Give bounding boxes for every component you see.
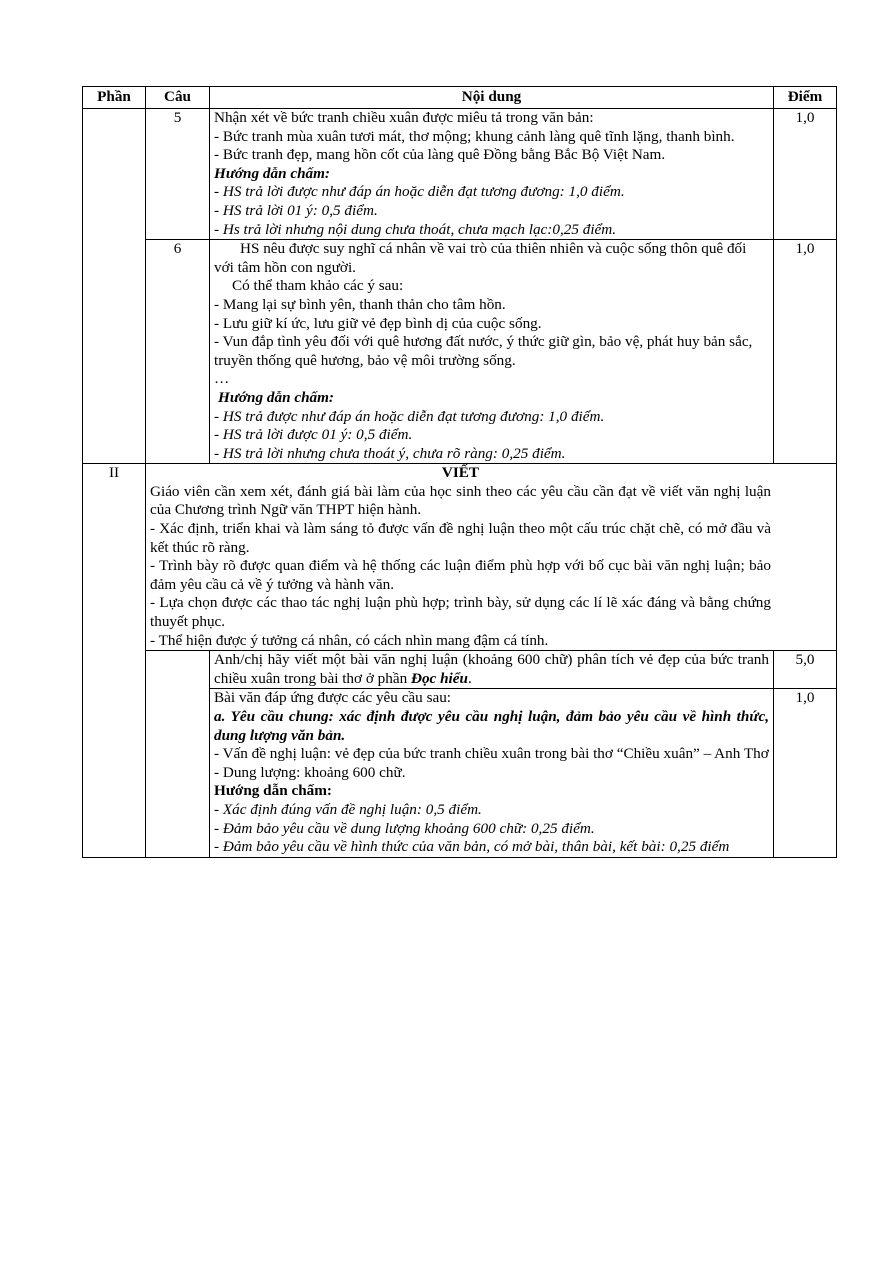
req-line: - Vấn đề nghị luận: vẻ đẹp của bức tranh chiều xuân trong bài thơ “Chiều xuân” – Anh Thơ: [214, 745, 769, 763]
part-2-title: VIẾT: [441, 464, 480, 482]
writing-task-prompt: [210, 651, 774, 689]
q5-guide-line: - HS trả lời được như đáp án hoặc diễn đạt tương đương: 1,0 điểm.: [214, 183, 625, 201]
question-5-row: [83, 109, 837, 240]
q6-line: - Vun đắp tình yêu đối với quê hương đất nước, ý thức giữ gìn, bảo vệ, phát huy bản sắc, truyền thống quê hương, bảo vệ môi trường sống.: [214, 333, 753, 369]
header-question: Câu: [146, 87, 210, 109]
header-row: [83, 87, 837, 109]
part-2-guidance: [146, 464, 837, 651]
question-6-content: [210, 240, 774, 464]
q5-guide-title: Hướng dẫn chấm:: [214, 164, 330, 182]
req-guide-line: - Xác định đúng vấn đề nghị luận: 0,5 điểm.: [214, 800, 482, 818]
q6-intro: HS nêu được suy nghĩ cá nhân về vai trò của thiên nhiên và cuộc sống thôn quê đối với tâm hồn con người.: [214, 240, 747, 276]
q5-line: - Bức tranh mùa xuân tươi mát, thơ mộng; khung cảnh làng quê tĩnh lặng, thanh bình.: [214, 127, 735, 145]
grading-table: [82, 86, 837, 858]
q6-guide-title: Hướng dẫn chấm:: [218, 388, 334, 406]
writing-requirements: [210, 689, 774, 857]
req-a: a. Yêu cầu chung: xác định được yêu cầu nghị luận, đảm bảo yêu cầu về hình thức, dung lượng văn bản.: [214, 708, 769, 744]
q6-guide-line: - HS trả lời được 01 ý: 0,5 điểm.: [214, 426, 413, 444]
part-2-line: Giáo viên cần xem xét, đánh giá bài làm của học sinh theo các yêu cầu cần đạt về viết văn nghị luận của Chương trình Ngữ văn THPT hiện hành.: [150, 482, 771, 519]
q6-line: …: [214, 370, 230, 388]
part-2-line: - Lựa chọn được các thao tác nghị luận phù hợp; trình bày, sử dụng các lí lẽ xác đáng và bằng chứng thuyết phục.: [150, 594, 771, 631]
q5-guide-line: - HS trả lời 01 ý: 0,5 điểm.: [214, 201, 378, 219]
q6-guide-line: - HS trả lời nhưng chưa thoát ý, chưa rõ ràng: 0,25 điểm.: [214, 444, 566, 462]
q6-line: - Mang lại sự bình yên, thanh thản cho tâm hồn.: [214, 295, 506, 313]
q5-line: Nhận xét về bức tranh chiều xuân được miêu tả trong văn bản:: [214, 109, 594, 126]
part-2-line: - Xác định, triển khai và làm sáng tỏ được vấn đề nghị luận theo một cấu trúc chặt chẽ, có mở đầu và kết thúc rõ ràng.: [150, 520, 771, 556]
part-1-cell: [83, 109, 146, 464]
header-part: Phần: [83, 87, 146, 109]
q6-line: - Lưu giữ kí ức, lưu giữ vẻ đẹp bình dị của cuộc sống.: [214, 314, 542, 332]
req-line: - Dung lượng: khoảng 600 chữ.: [214, 763, 406, 781]
header-score: Điểm: [774, 87, 837, 109]
q6-ref: Có thể tham khảo các ý sau:: [232, 277, 404, 295]
question-5-number: 5: [146, 109, 210, 240]
req-guide-line: - Đảm bảo yêu cầu về dung lượng khoảng 600 chữ: 0,25 điểm.: [214, 819, 595, 837]
q5-guide-line: - Hs trả lời nhưng nội dung chưa thoát, chưa mạch lạc:0,25 điểm.: [214, 220, 617, 238]
task-prefix: Anh/chị hãy viết một bài văn nghị luận (khoảng 600 chữ) phân tích vẻ đẹp của bức tranh chiều xuân trong bài thơ ở phần: [214, 651, 769, 687]
question-5-content: [210, 109, 774, 240]
task-emphasis: Đọc hiểu: [411, 669, 468, 687]
part-2-line: - Trình bày rõ được quan điểm và hệ thống các luận điểm phù hợp với bố cục bài văn nghị luận; bảo đảm yêu cầu cả về ý tưởng và hành văn.: [150, 557, 771, 593]
writing-question-cell: [146, 651, 210, 858]
writing-task-score: 5,0: [774, 651, 837, 689]
q5-line: - Bức tranh đẹp, mang hồn cốt của làng quê Đồng bằng Bắc Bộ Việt Nam.: [214, 146, 666, 164]
writing-requirements-score: 1,0: [774, 689, 837, 857]
question-6-row: [83, 240, 837, 464]
req-guide-title: Hướng dẫn chấm:: [214, 782, 332, 800]
q6-guide-line: - HS trả được như đáp án hoặc diễn đạt tương đương: 1,0 điểm.: [214, 407, 605, 425]
req-intro: Bài văn đáp ứng được các yêu cầu sau:: [214, 689, 452, 707]
task-suffix: .: [467, 669, 472, 687]
question-5-score: 1,0: [774, 109, 837, 240]
question-6-score: 1,0: [774, 240, 837, 464]
writing-task-row: [83, 651, 837, 689]
header-content: Nội dung: [210, 87, 774, 109]
part-2-label: II: [83, 464, 146, 857]
req-guide-line: - Đảm bảo yêu cầu về hình thức của văn bản, có mở bài, thân bài, kết bài: 0,25 điểm: [214, 838, 730, 856]
question-6-number: 6: [146, 240, 210, 464]
part-2-intro-row: [83, 464, 837, 651]
part-2-line: - Thể hiện được ý tưởng cá nhân, có cách nhìn mang đậm cá tính.: [150, 631, 549, 649]
